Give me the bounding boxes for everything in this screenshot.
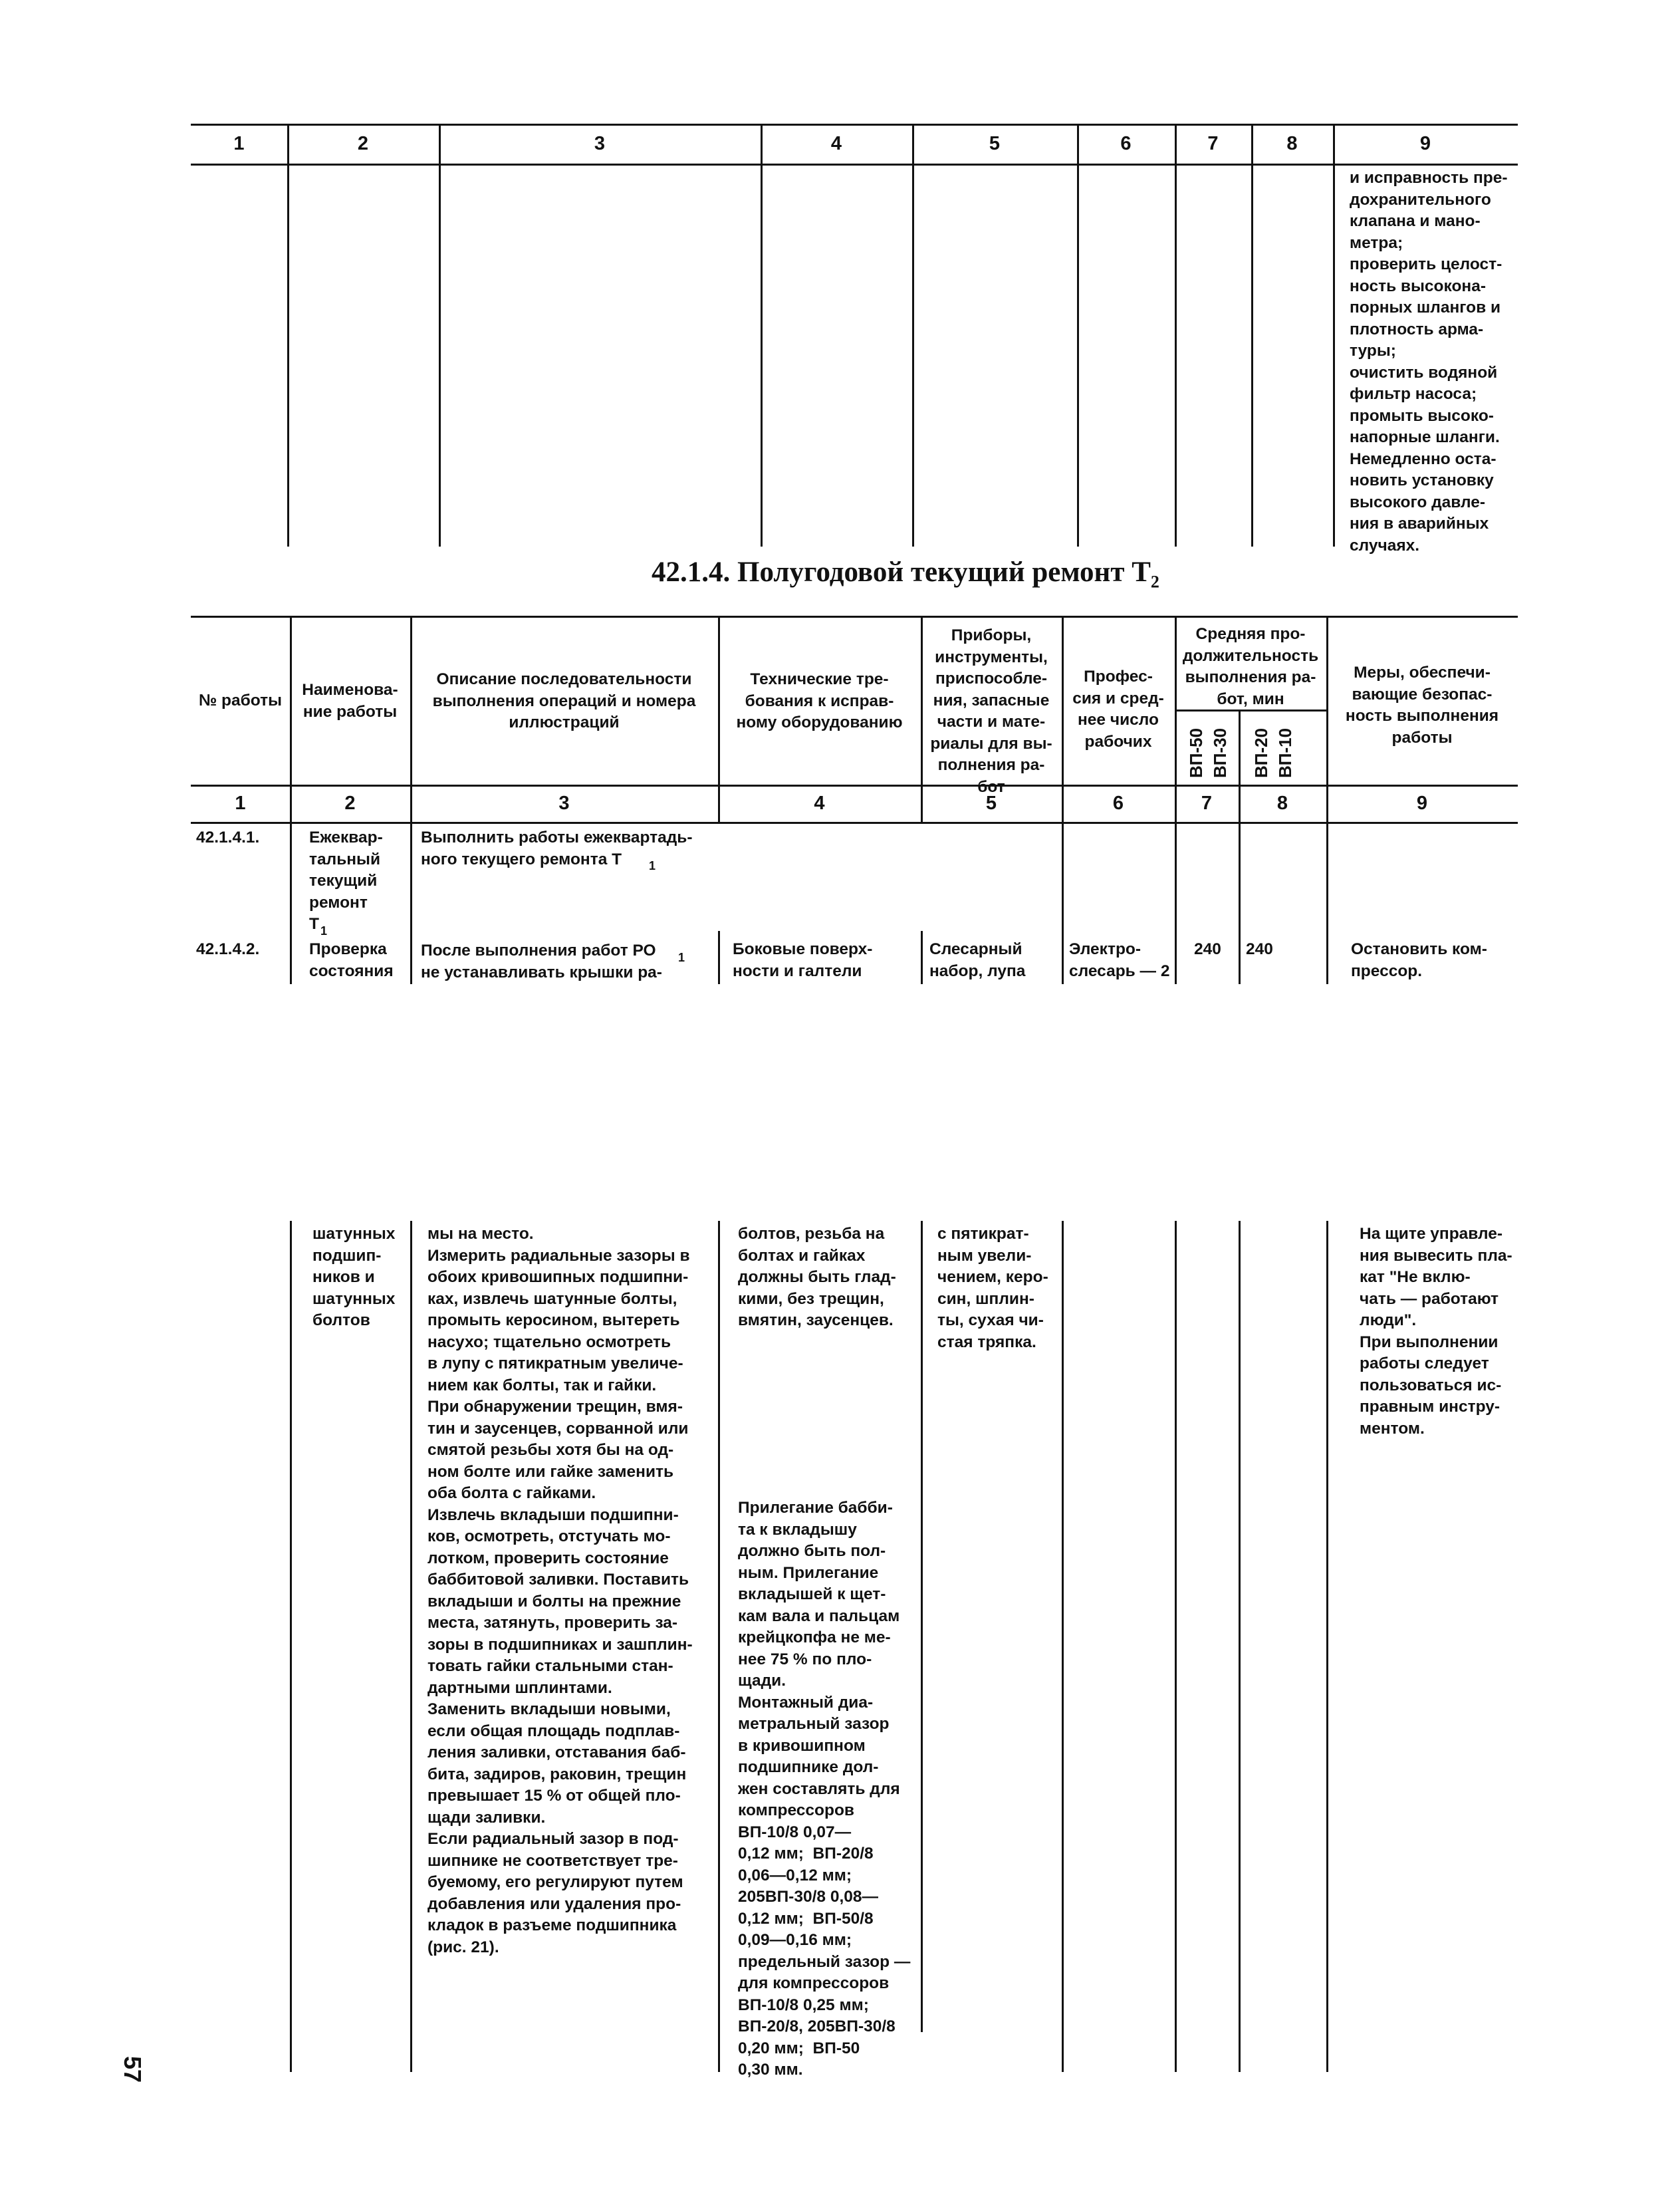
col-number: 2 bbox=[344, 793, 356, 814]
col-number: 6 bbox=[1120, 133, 1132, 154]
rule bbox=[191, 164, 1518, 166]
header-vp30: ВП-30 bbox=[1210, 727, 1230, 778]
continuation-description: мы на место. Измерить радиальные зазоры в обоих кривошипных подшипни- ках, извлечь шатунные болты, промыть керосином, вытереть насухо; тщательно осмотреть в лупу с пятикратным увеличе- нием как болты, так и гайки. При обнаружении трещин, вмя- тин и заусенцев, сорванной или смятой резьбы хотя бы на од- ном болте или гайке заменить оба болта с гайками. Извлечь вкладыши подшипни- ков, осмотреть, отстучать мо- лотком, проверить состояние баббитовой заливки. Поставить вкладыши и болты на прежние места, затянуть, проверить за- зоры в подшипниках и зашплин- товать гайки стальными стан- дартными шплинтами. Заменить вкладыши новыми, если общая площадь подплав- ления заливки, отставания баб- бита, задиров, раковин, трещин превышает 15 % от общей пло- щади заливки. Если радиальный зазор в под- шипнике не соответствует тре- буемому, его регулируют путем добавления или удаления про- кладок в разъеме подшипника (рис. 21). bbox=[427, 1225, 693, 1956]
col-number: 5 bbox=[989, 133, 1001, 154]
rule bbox=[1326, 1221, 1328, 2072]
header-col2: Наименова- ние работы bbox=[302, 681, 398, 721]
section-title-subscript: 2 bbox=[1150, 572, 1159, 592]
continuation-safety: На щите управле- ния вывесить пла- кат "Не вклю- чать — работают люди". При выполнении работы следует пользоваться ис- правным инстру- ментом. bbox=[1360, 1225, 1512, 1438]
rule bbox=[1239, 1221, 1241, 2072]
row-id: 42.1.4.2. bbox=[196, 940, 260, 958]
col-number: 9 bbox=[1419, 133, 1431, 154]
col-number: 1 bbox=[233, 133, 245, 154]
header-vp50: ВП-50 bbox=[1186, 727, 1206, 778]
rule bbox=[191, 124, 1518, 126]
safety-text: и исправность пре- дохранительного клапана и мано- метра; проверить целост- ность высокона- порных шлангов и плотность арма- туры; очистить водяной фильтр насоса; промыть высоко- напорные шланги. Немедленно оста- новить установку высокого давле- ния в аварийных случаях. bbox=[1350, 169, 1508, 555]
rule bbox=[287, 124, 289, 547]
rule bbox=[921, 931, 923, 984]
row-description-cont: не устанавливать крышки ра- bbox=[421, 964, 662, 981]
header-col9: Меры, обеспечи- вающие безопас- ность выполнения работы bbox=[1345, 664, 1499, 747]
rule bbox=[191, 616, 1518, 618]
header-vp10: ВП-10 bbox=[1275, 727, 1295, 778]
col-number: 7 bbox=[1207, 133, 1219, 154]
continuation-requirements-2: Прилегание бабби- та к вкладышу должно быть пол- ным. Прилегание вкладышей к щет- кам вала и пальцам крейцкопфа не ме- нее 75 % по пло- щади. Монтажный диа- метральный зазор в кривошипном подшипнике дол- жен составлять для компрессоров ВП-10/8 0,07— 0,12 мм; ВП-20/8 0,06—0,12 мм; 205ВП-30/8 0,08— 0,12 мм; ВП-50/8 0,09—0,16 мм; предельный зазор — для компрессоров ВП-10/8 0,25 мм; ВП-20/8, 205ВП-30/8 0,20 мм; ВП-50 0,30 мм. bbox=[738, 1499, 911, 2079]
header-col3: Описание последовательности выполнения операций и номера иллюстраций bbox=[432, 670, 696, 731]
col-number: 3 bbox=[594, 133, 606, 154]
rule bbox=[439, 124, 441, 547]
row-description-subscript: 1 bbox=[649, 859, 656, 872]
header-vp20: ВП-20 bbox=[1251, 727, 1271, 778]
col-number: 4 bbox=[814, 793, 825, 814]
row-name: Проверка состояния bbox=[309, 940, 394, 980]
header-col78: Средняя про- должительность выполнения ра- бот, мин bbox=[1182, 625, 1319, 708]
rule bbox=[410, 1221, 412, 2072]
continuation-name: шатунных подшип- ников и шатунных болтов bbox=[312, 1225, 396, 1329]
col-number: 6 bbox=[1112, 793, 1124, 814]
header-col1: № работы bbox=[198, 692, 283, 710]
row-worker: Электро- слесарь — 2 bbox=[1069, 940, 1170, 980]
rule bbox=[191, 785, 1518, 787]
row-time-1: 240 bbox=[1194, 940, 1221, 958]
row-safety: Остановить ком- прессор. bbox=[1351, 940, 1487, 980]
section-title bbox=[652, 556, 1159, 599]
col-number: 9 bbox=[1416, 793, 1428, 814]
row-name: Ежеквар- тальный текущий ремонт Т bbox=[309, 829, 383, 933]
rule bbox=[761, 124, 763, 547]
rule bbox=[921, 1221, 923, 2032]
rule bbox=[191, 822, 1518, 824]
row-description: Выполнить работы ежеквартадь- ного текущего ремонта Т bbox=[421, 829, 693, 868]
rule bbox=[1062, 1221, 1064, 2072]
header-col4: Технические тре- бования к исправ- ному оборудованию bbox=[736, 670, 903, 731]
rule bbox=[1175, 124, 1177, 547]
row-tools: Слесарный набор, лупа bbox=[929, 940, 1026, 980]
col-number: 8 bbox=[1286, 133, 1298, 154]
row-requirements: Боковые поверх- ности и галтели bbox=[733, 940, 873, 980]
row-id: 42.1.4.1. bbox=[196, 829, 260, 846]
section-title-text: 42.1.4. Полугодовой текущий ремонт Т bbox=[652, 557, 1151, 588]
col-number: 5 bbox=[985, 793, 997, 814]
rule bbox=[718, 1221, 720, 2072]
continuation-tools: с пятикрат- ным увели- чением, керо- син, шплин- ты, сухая чи- стая тряпка. bbox=[937, 1225, 1048, 1351]
continuation-requirements: болтов, резьба на болтах и гайках должны быть глад- кими, без трещин, вмятин, заусенцев. bbox=[738, 1225, 896, 1329]
rule bbox=[1251, 124, 1253, 547]
col-number: 2 bbox=[357, 133, 369, 154]
rule bbox=[718, 931, 720, 984]
rule bbox=[1175, 1221, 1177, 2072]
rule bbox=[1077, 124, 1079, 547]
rule bbox=[1333, 124, 1335, 547]
header-col6: Профес- сия и сред- нее число рабочих bbox=[1072, 668, 1164, 751]
col-number: 1 bbox=[235, 793, 246, 814]
row-name-subscript: 1 bbox=[320, 924, 328, 938]
rule bbox=[912, 124, 914, 547]
header-col5: Приборы, инструменты, приспособле- ния, запасные части и мате- риалы для вы- полнения ра- бот bbox=[930, 626, 1052, 796]
col-number: 7 bbox=[1201, 793, 1213, 814]
rule bbox=[1239, 710, 1241, 984]
col-number: 8 bbox=[1276, 793, 1288, 814]
page-number: 57 bbox=[119, 2056, 146, 2083]
col-number: 4 bbox=[830, 133, 842, 154]
row-time-2: 240 bbox=[1246, 940, 1273, 958]
row-description-subscript: 1 bbox=[678, 951, 685, 964]
row-description: После выполнения работ РО bbox=[421, 942, 656, 960]
col-number: 3 bbox=[558, 793, 570, 814]
rule bbox=[290, 1221, 292, 2072]
